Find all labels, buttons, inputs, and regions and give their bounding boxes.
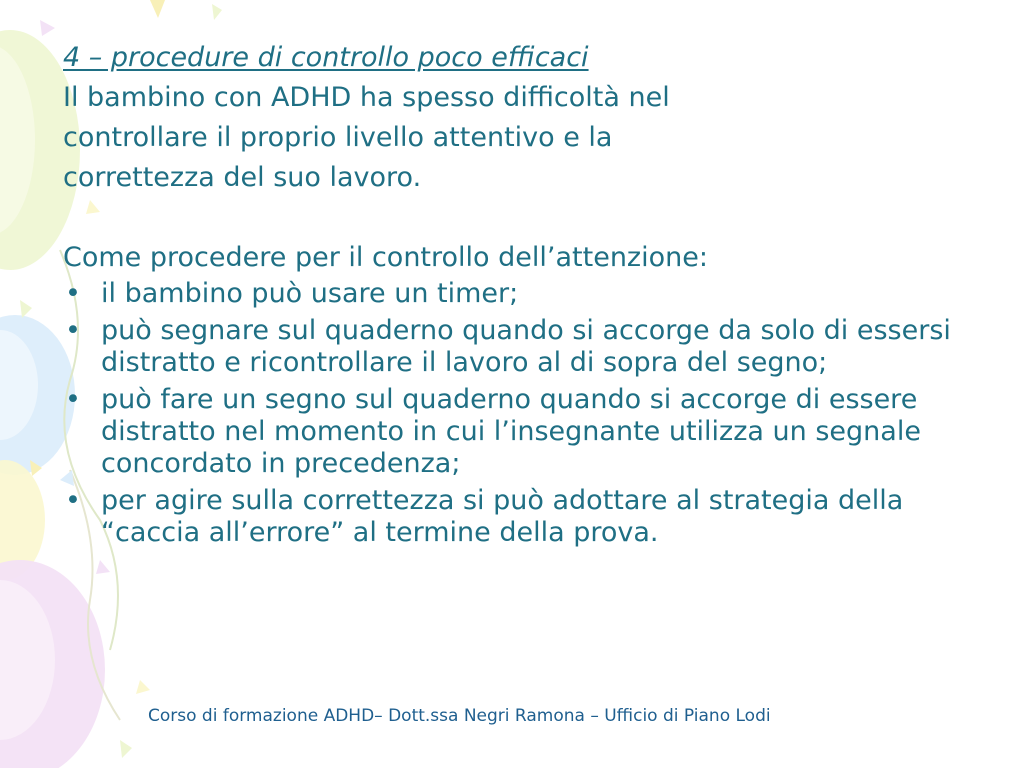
spacer <box>63 198 963 238</box>
list-item <box>63 315 963 379</box>
bullet-icon: • <box>65 485 81 516</box>
bullet-text: può fare un segno sul quaderno quando si accorge di essere distratto nel momento in cui l’insegnante utilizza un segnale concordato in precedenza; <box>101 384 921 479</box>
bullet-icon: • <box>65 315 81 346</box>
intro-line-1: Il bambino con ADHD ha spesso difficoltà nel <box>63 82 670 113</box>
slide-title: 4 – procedure di controllo poco efficaci <box>63 42 589 73</box>
bullet-text: può segnare sul quaderno quando si accorge da solo di essersi distratto e ricontrollare il lavoro al di sopra del segno; <box>101 315 951 378</box>
subheading: Come procedere per il controllo dell’attenzione: <box>63 242 708 273</box>
slide-content <box>63 38 963 549</box>
bullet-list <box>63 278 963 549</box>
intro-line-2: controllare il proprio livello attentivo e la <box>63 122 613 153</box>
list-item <box>63 278 963 310</box>
bullet-icon: • <box>65 384 81 415</box>
slide-footer: Corso di formazione ADHD– Dott.ssa Negri Ramona – Ufficio di Piano Lodi <box>148 706 771 726</box>
list-item <box>63 485 963 549</box>
bullet-text: il bambino può usare un timer; <box>101 278 519 309</box>
bullet-text: per agire sulla correttezza si può adottare al strategia della “caccia all’errore” al termine della prova. <box>101 485 904 548</box>
bullet-icon: • <box>65 278 81 309</box>
list-item <box>63 384 963 480</box>
intro-line-3: correttezza del suo lavoro. <box>63 162 422 193</box>
